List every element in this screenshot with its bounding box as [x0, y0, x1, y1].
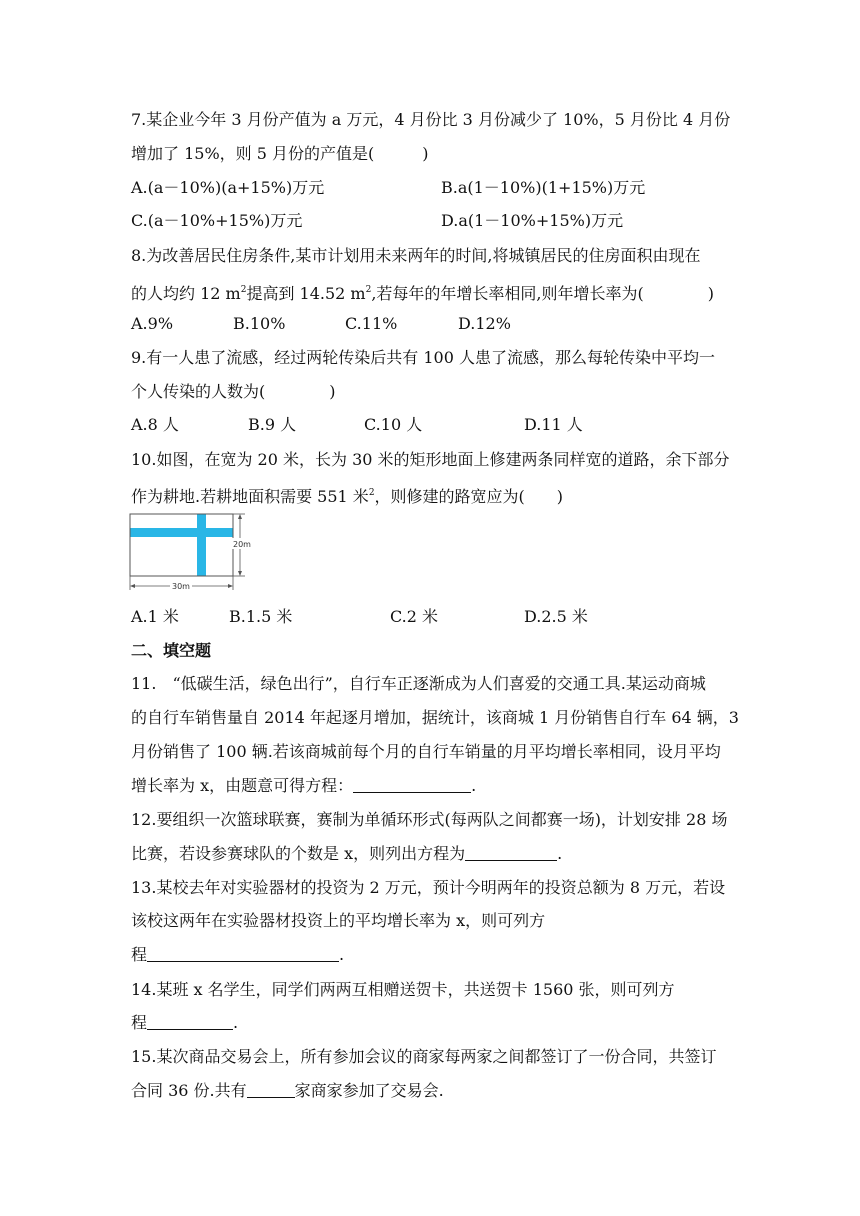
q10-stem-line1: 10.如图，在宽为 20 米，长为 30 米的矩形地面上修建两条同样宽的道路，余下部分	[131, 450, 730, 469]
q14-stem-line2	[131, 1012, 238, 1034]
q14-text: 程	[131, 1013, 148, 1032]
q10-option-c: C.2 米	[390, 607, 439, 626]
q15-text-b: 家商家参加了交易会.	[294, 1081, 444, 1100]
q8-stem-line1: 8.为改善居民住房条件,某市计划用未来两年的时间,将城镇居民的住房面积由现在	[131, 246, 701, 265]
q7-option-b: B.a(1－10%)(1+15%)万元	[441, 178, 646, 197]
q8-option-b: B.10%	[233, 314, 286, 333]
field-rectangle	[130, 514, 233, 576]
q9-stem-line1: 9.有一人患了流感，经过两轮传染后共有 100 人患了流感，那么每轮传染中平均一	[131, 348, 715, 367]
width-label: 20m	[233, 540, 251, 549]
q13-end: .	[339, 945, 345, 964]
q13-answer-blank[interactable]	[147, 946, 339, 962]
q15-text-a: 合同 36 份.共有	[131, 1081, 247, 1100]
q13-stem-line2: 该校这两年在实验器材投资上的平均增长率为 x，则可列方	[131, 911, 546, 930]
vertical-road	[197, 514, 206, 576]
q15-stem-line2	[131, 1080, 444, 1102]
q7-option-c: C.(a－10%+15%)万元	[131, 211, 303, 230]
q7-stem-line2: 增加了 15%，则 5 月份的产值是( )	[131, 144, 429, 163]
q8-option-a: A.9%	[131, 314, 174, 333]
road-figure	[126, 510, 260, 596]
q10-option-b: B.1.5 米	[229, 607, 293, 626]
q12-stem-line1: 12.要组织一次篮球联赛，赛制为单循环形式(每两队之间都赛一场)，计划安排 28 场	[131, 810, 728, 829]
q13-stem-line3	[131, 944, 344, 966]
q12-text: 比赛，若设参赛球队的个数是 x，则列出方程为	[131, 844, 466, 863]
q10-stem-line2	[131, 482, 563, 508]
q14-stem-line1: 14.某班 x 名学生，同学们两两互相赠送贺卡，共送贺卡 1560 张，则可列方	[131, 980, 675, 999]
q11-stem-line4	[131, 775, 476, 797]
q8-superscript-2: 2	[365, 285, 372, 295]
q11-end: .	[471, 776, 477, 795]
q14-end: .	[233, 1013, 239, 1032]
q10-text-b: ，则修建的路宽应为( )	[374, 487, 564, 506]
q11-stem-line3: 月份销售了 100 辆.若该商城前每个月的自行车销量的月平均增长率相同，设月平均	[131, 742, 721, 761]
q7-option-a: A.(a－10%)(a+15%)万元	[131, 178, 325, 197]
q12-answer-blank[interactable]	[465, 845, 557, 861]
q10-superscript: 2	[368, 488, 375, 498]
q11-stem-line2: 的自行车销售量自 2014 年起逐月增加，据统计，该商城 1 月份销售自行车 64 辆，3	[131, 708, 739, 727]
q15-answer-blank[interactable]	[247, 1082, 295, 1098]
q8-option-d: D.12%	[458, 314, 511, 333]
q8-option-c: C.11%	[345, 314, 398, 333]
q8-superscript-1: 2	[240, 285, 247, 295]
q11-answer-blank[interactable]	[353, 777, 471, 793]
q9-option-a: A.8 人	[131, 415, 179, 434]
length-label: 30m	[172, 582, 190, 591]
q7-option-d: D.a(1－10%+15%)万元	[441, 211, 624, 230]
q9-option-d: D.11 人	[524, 415, 583, 434]
q7-stem-line1: 7.某企业今年 3 月份产值为 a 万元，4 月份比 3 月份减少了 10%，5 月份比 4 月份	[131, 110, 731, 129]
q8-text-b: 提高到 14.52 m	[246, 284, 366, 303]
q13-stem-line1: 13.某校去年对实验器材的投资为 2 万元，预计今明两年的投资总额为 8 万元，若设	[131, 878, 726, 897]
q15-stem-line1: 15.某次商品交易会上，所有参加会议的商家每两家之间都签订了一份合同，共签订	[131, 1047, 717, 1066]
q14-answer-blank[interactable]	[147, 1014, 233, 1030]
q10-text-a: 作为耕地.若耕地面积需要 551 米	[131, 487, 369, 506]
q12-end: .	[557, 844, 563, 863]
q9-stem-line2: 个人传染的人数为( )	[131, 382, 336, 401]
horizontal-road	[130, 528, 233, 537]
q13-text: 程	[131, 945, 148, 964]
q12-stem-line2	[131, 843, 562, 865]
q9-option-b: B.9 人	[248, 415, 297, 434]
q9-option-c: C.10 人	[364, 415, 423, 434]
q8-stem-line2	[131, 279, 714, 305]
q8-text-a: 的人均约 12 m	[131, 284, 241, 303]
q8-text-c: ,若每年的年增长率相同,则年增长率为( )	[371, 284, 715, 303]
q10-option-d: D.2.5 米	[524, 607, 588, 626]
section-heading: 二、填空题	[131, 641, 212, 660]
q11-text: 增长率为 x，由题意可得方程：	[131, 776, 354, 795]
q10-option-a: A.1 米	[131, 607, 179, 626]
q11-stem-line1: 11. “低碳生活，绿色出行”，自行车正逐渐成为人们喜爱的交通工具.某运动商城	[131, 674, 706, 693]
